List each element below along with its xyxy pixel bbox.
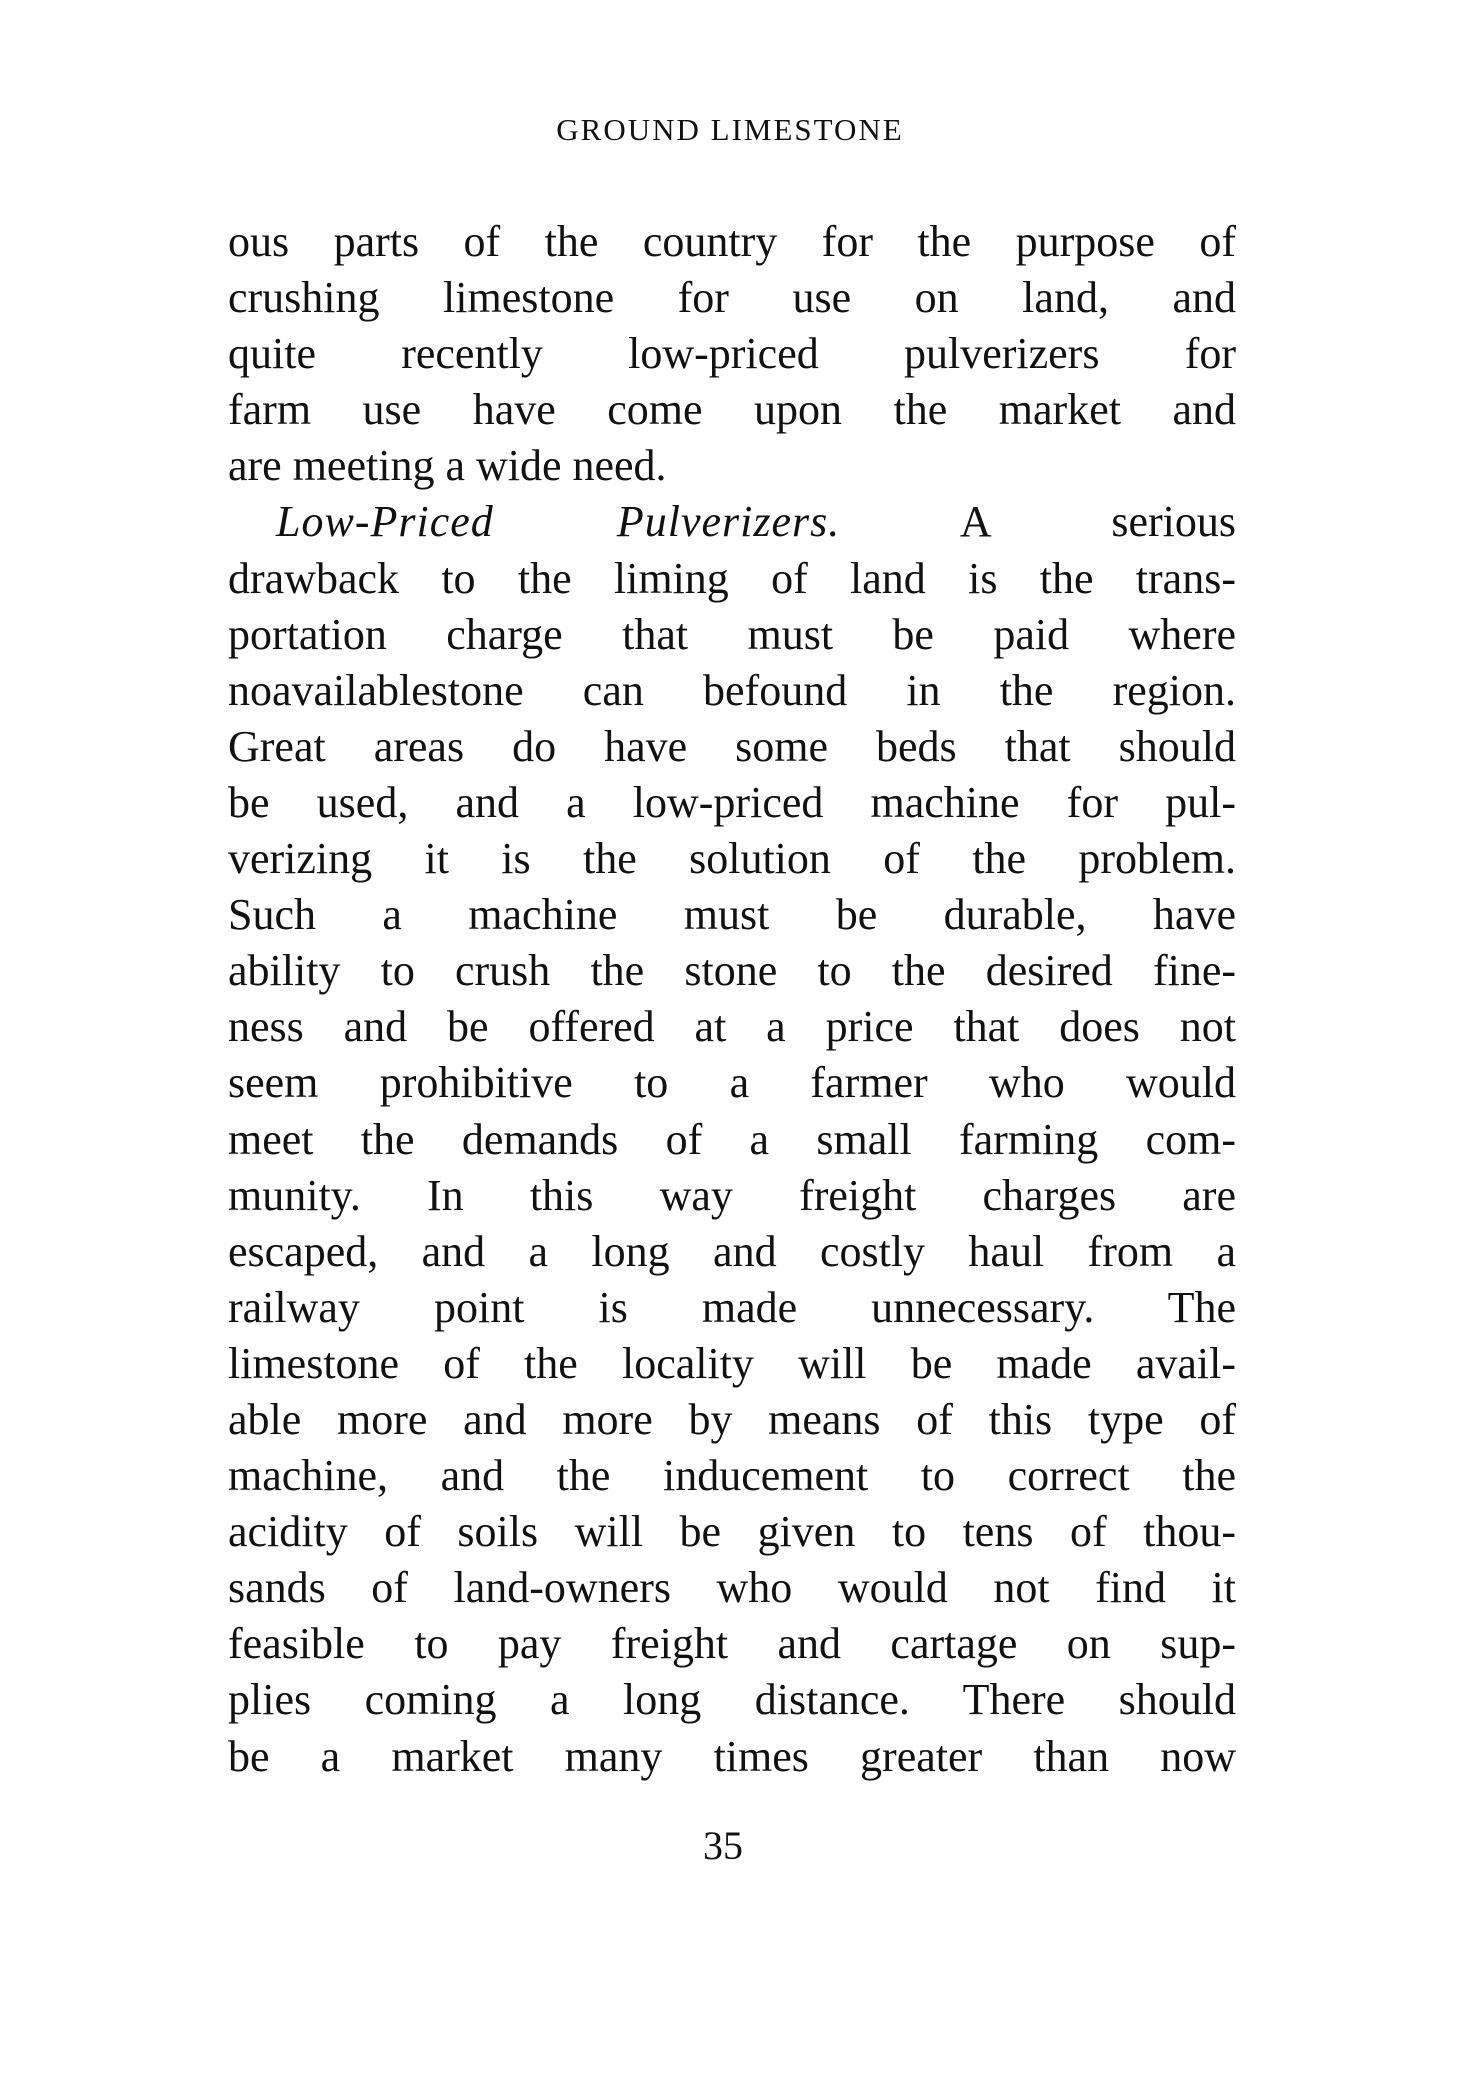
- text-line: feasible to pay freight and cartage on sup-: [228, 1619, 1236, 1669]
- text-line: portation charge that must be paid where: [228, 609, 1236, 659]
- text-line: ous parts of the country for the purpose of: [228, 217, 1236, 266]
- text-line: farm use have come upon the market and: [228, 385, 1236, 435]
- text-line: munity. In this way freight charges are: [228, 1170, 1236, 1220]
- text-line: [228, 494, 1236, 550]
- text-line: Great areas do have some beds that should: [228, 721, 1236, 771]
- text-line: quite recently low-priced pulverizers for: [228, 329, 1236, 379]
- text-line: seem prohibitive to a farmer who would: [228, 1058, 1236, 1108]
- text-line: Such a machine must be durable, have: [228, 890, 1236, 940]
- section-heading: Low-Priced Pulverizers.: [276, 497, 841, 547]
- text-line: noavailablestone can befound in the region.: [228, 665, 1236, 715]
- text-line: plies coming a long distance. There should: [228, 1675, 1236, 1725]
- text-line: able more and more by means of this type of: [228, 1394, 1236, 1444]
- text-line: ability to crush the stone to the desired fine-: [228, 946, 1236, 996]
- body-text: [228, 214, 1236, 1785]
- text-line: ness and be offered at a price that does not: [228, 1002, 1236, 1052]
- line-text: A serious: [840, 497, 1236, 547]
- running-header: GROUND LIMESTONE: [556, 112, 904, 147]
- text-line: drawback to the liming of land is the trans-: [228, 553, 1236, 603]
- text-line: sands of land-owners who would not find it: [228, 1563, 1236, 1613]
- text-line: limestone of the locality will be made avail-: [228, 1338, 1236, 1388]
- page-number: 35: [703, 1823, 743, 1868]
- text-line: railway point is made unnecessary. The: [228, 1282, 1236, 1332]
- text-line: be used, and a low-priced machine for pul-: [228, 777, 1236, 827]
- text-line: crushing limestone for use on land, and: [228, 273, 1236, 323]
- text-line: escaped, and a long and costly haul from a: [228, 1226, 1236, 1276]
- text-line: verizing it is the solution of the problem.: [228, 834, 1236, 884]
- text-line: machine, and the inducement to correct the: [228, 1451, 1236, 1501]
- text-line: are meeting a wide need.: [228, 441, 667, 491]
- text-line: acidity of soils will be given to tens of thou-: [228, 1507, 1236, 1557]
- text-line: be a market many times greater than now: [228, 1731, 1236, 1781]
- text-line: meet the demands of a small farming com-: [228, 1114, 1236, 1164]
